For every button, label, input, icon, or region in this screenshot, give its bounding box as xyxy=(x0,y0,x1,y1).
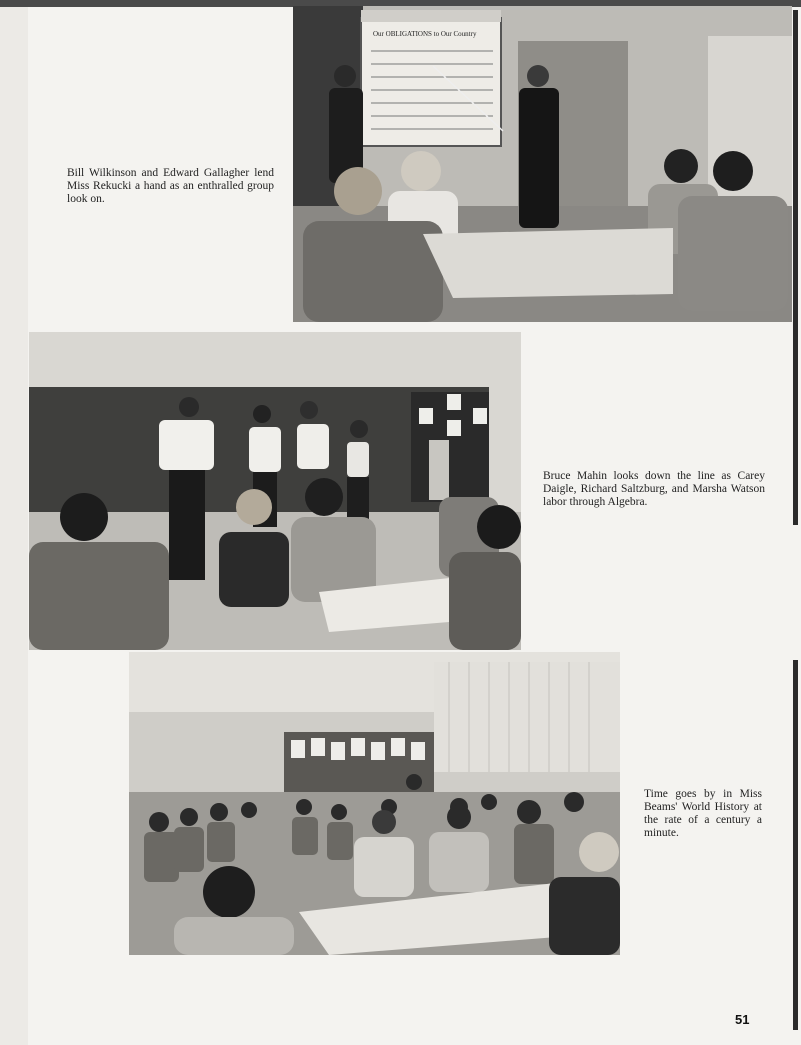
page-edge-shadow xyxy=(793,660,798,1030)
chart-title: Our OBLIGATIONS to Our Country xyxy=(373,30,477,38)
caption-blackboard-algebra: Bruce Mahin looks down the line as Carey Daigle, Richard Saltzburg, and Marsha Watson labor through Algebra. xyxy=(543,470,765,508)
photo-chart-presentation xyxy=(293,6,792,322)
page-edge-shadow xyxy=(793,10,798,525)
page-number: 51 xyxy=(735,1012,750,1027)
caption-chart-presentation: Bill Wilkinson and Edward Gallagher lend Miss Rekucki a hand as an enthralled group look on. xyxy=(67,167,274,205)
photo-blackboard-algebra xyxy=(29,332,521,650)
caption-world-history: Time goes by in Miss Beams' World History at the rate of a century a minute. xyxy=(644,788,762,839)
page-binding-edge xyxy=(0,7,28,1045)
photo-world-history-classroom xyxy=(129,652,620,955)
